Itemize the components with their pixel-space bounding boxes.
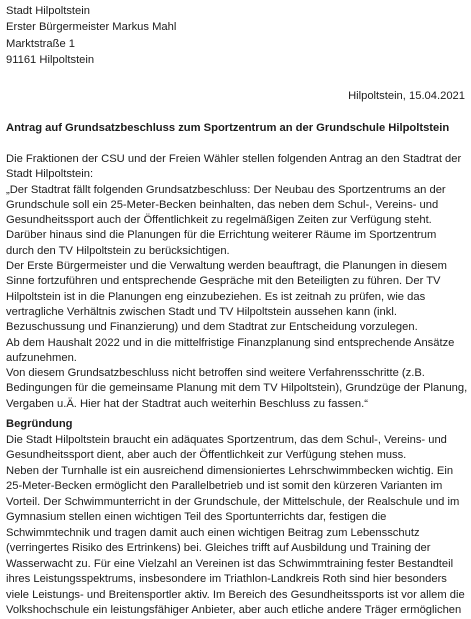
intro-line: Stadt Hilpoltstein: [6,168,94,181]
sender-line: Erster Bürgermeister Markus Mahl [6,21,177,34]
sender-line: Marktstraße 1 [6,37,76,50]
intro-line: Hilpoltstein ist in die Planungen eng einzubeziehen. Es ist zeitnah zu prüfen, wie das [6,290,426,303]
section-heading: Begründung [6,418,73,430]
intro-line: Der Erste Bürgermeister und die Verwaltung werden beauftragt, die Planungen in diesem [6,260,447,273]
begruendung-line: Gymnasium stellen einen wichtigen Teil des Sportunterrichts dar, festigen die [6,511,387,523]
intro-line: Vergaben u.Ä. Hier hat der Stadtrat auch weiterhin Beschluss zu fassen.“ [6,397,368,410]
begruendung-section [6,417,468,619]
intro-line: durch den TV Hilpoltstein zu berücksichtigen. [6,244,230,257]
begruendung-line: (verringertes Risiko des Ertrinkens) bei. Gleiches trifft auf Ausbildung und Training der [6,542,431,554]
intro-line: aufzunehmen. [6,351,77,364]
intro-line: Von diesem Grundsatzbeschluss nicht betroffen sind weitere Verfahrensschritte (z.B. [6,367,425,380]
begruendung-line: 25-Meter-Becken ermöglicht den Parallelbetrieb und ist somit den kürzeren Varianten im [6,480,443,492]
intro-line: Die Fraktionen der CSU und der Freien Wähler stellen folgenden Antrag an den Stadtrat der [6,153,462,165]
intro-line: „Der Stadtrat fällt folgenden Grundsatzbeschluss: Der Neubau des Sportzentrums an der [6,183,446,196]
begruendung-line: Die Stadt Hilpoltstein braucht ein adäquates Sportzentrum, das dem Schul-, Vereins- und [6,433,447,446]
begruendung-line: Vorteil. Der Schwimmunterricht in der Grundschule, der Mittelschule, der Realschule und im [6,495,460,508]
begruendung-line: Neben der Turnhalle ist ein ausreichend dimensioniertes Lehrschwimmbecken wichtig. Ein [6,464,454,477]
sender-line: 91161 Hilpoltstein [6,54,95,67]
intro-line: Darüber hinaus sind die Planungen für die Errichtung weiterer Räume im Sportzentrum [6,229,437,242]
intro-line: Sinne fortzuführen und entsprechende Gespräche mit den Beteiligten zu führen. Der TV [6,275,441,288]
sender-line: Stadt Hilpoltstein [6,5,90,17]
letter-date: Hilpoltstein, 15.04.2021 [348,90,465,102]
intro-line: Grundschule soll ein 25-Meter-Becken beinhalten, das neben dem Schul-, Vereins- und [6,198,439,211]
subject-line: Antrag auf Grundsatzbeschluss zum Sportzentrum an der Grundschule Hilpoltstein [6,122,450,134]
intro-line: Bedingungen für die gemeinsame Planung mit dem TV Hilpoltstein), Grundzüge der Planung, [6,382,468,395]
begruendung-line: viele Leistungs- und Breitensportler aktiv. Im Bereich des Gesundheitssports ist vor allem die [6,588,465,601]
begruendung-line: Schwimmtechnik und tragen damit auch einen wichtigen Beitrag zum Lebensschutz [6,526,420,539]
intro-section [6,152,468,412]
intro-line: Bezuschussung und Finanzierung) und dem Stadtrat zur Entscheidung vorzulegen. [6,321,418,334]
sender-address [6,3,176,69]
intro-line: Gesundheitssport auch der Öffentlichkeit zu regelmäßigen Zeiten zur Verfügung steht. [6,214,432,227]
begruendung-line: ihres Leistungsspektrums, insbesondere im Triathlon-Landkreis Roth sind hier besonders [6,573,447,585]
intro-line: Ab dem Haushalt 2022 und in die mittelfristige Finanzplanung sind entsprechende Ansätze [6,336,455,349]
intro-line: vertragliche Verhältnis zwischen Stadt und TV Hilpoltstein aussehen kann (inkl. [6,305,397,318]
begruendung-line: Wasserwacht zu. Für eine Vielzahl an Vereinen ist das Schwimmtraining fester Bestandteil [6,557,454,570]
begruendung-line: Gesundheitssport dient, aber auch der Öffentlichkeit zur Verfügung stehen muss. [6,449,407,461]
begruendung-line: Volkshochschule ein leistungsfähiger Anbieter, aber auch etliche andere Träger ermöglichen [6,604,462,616]
